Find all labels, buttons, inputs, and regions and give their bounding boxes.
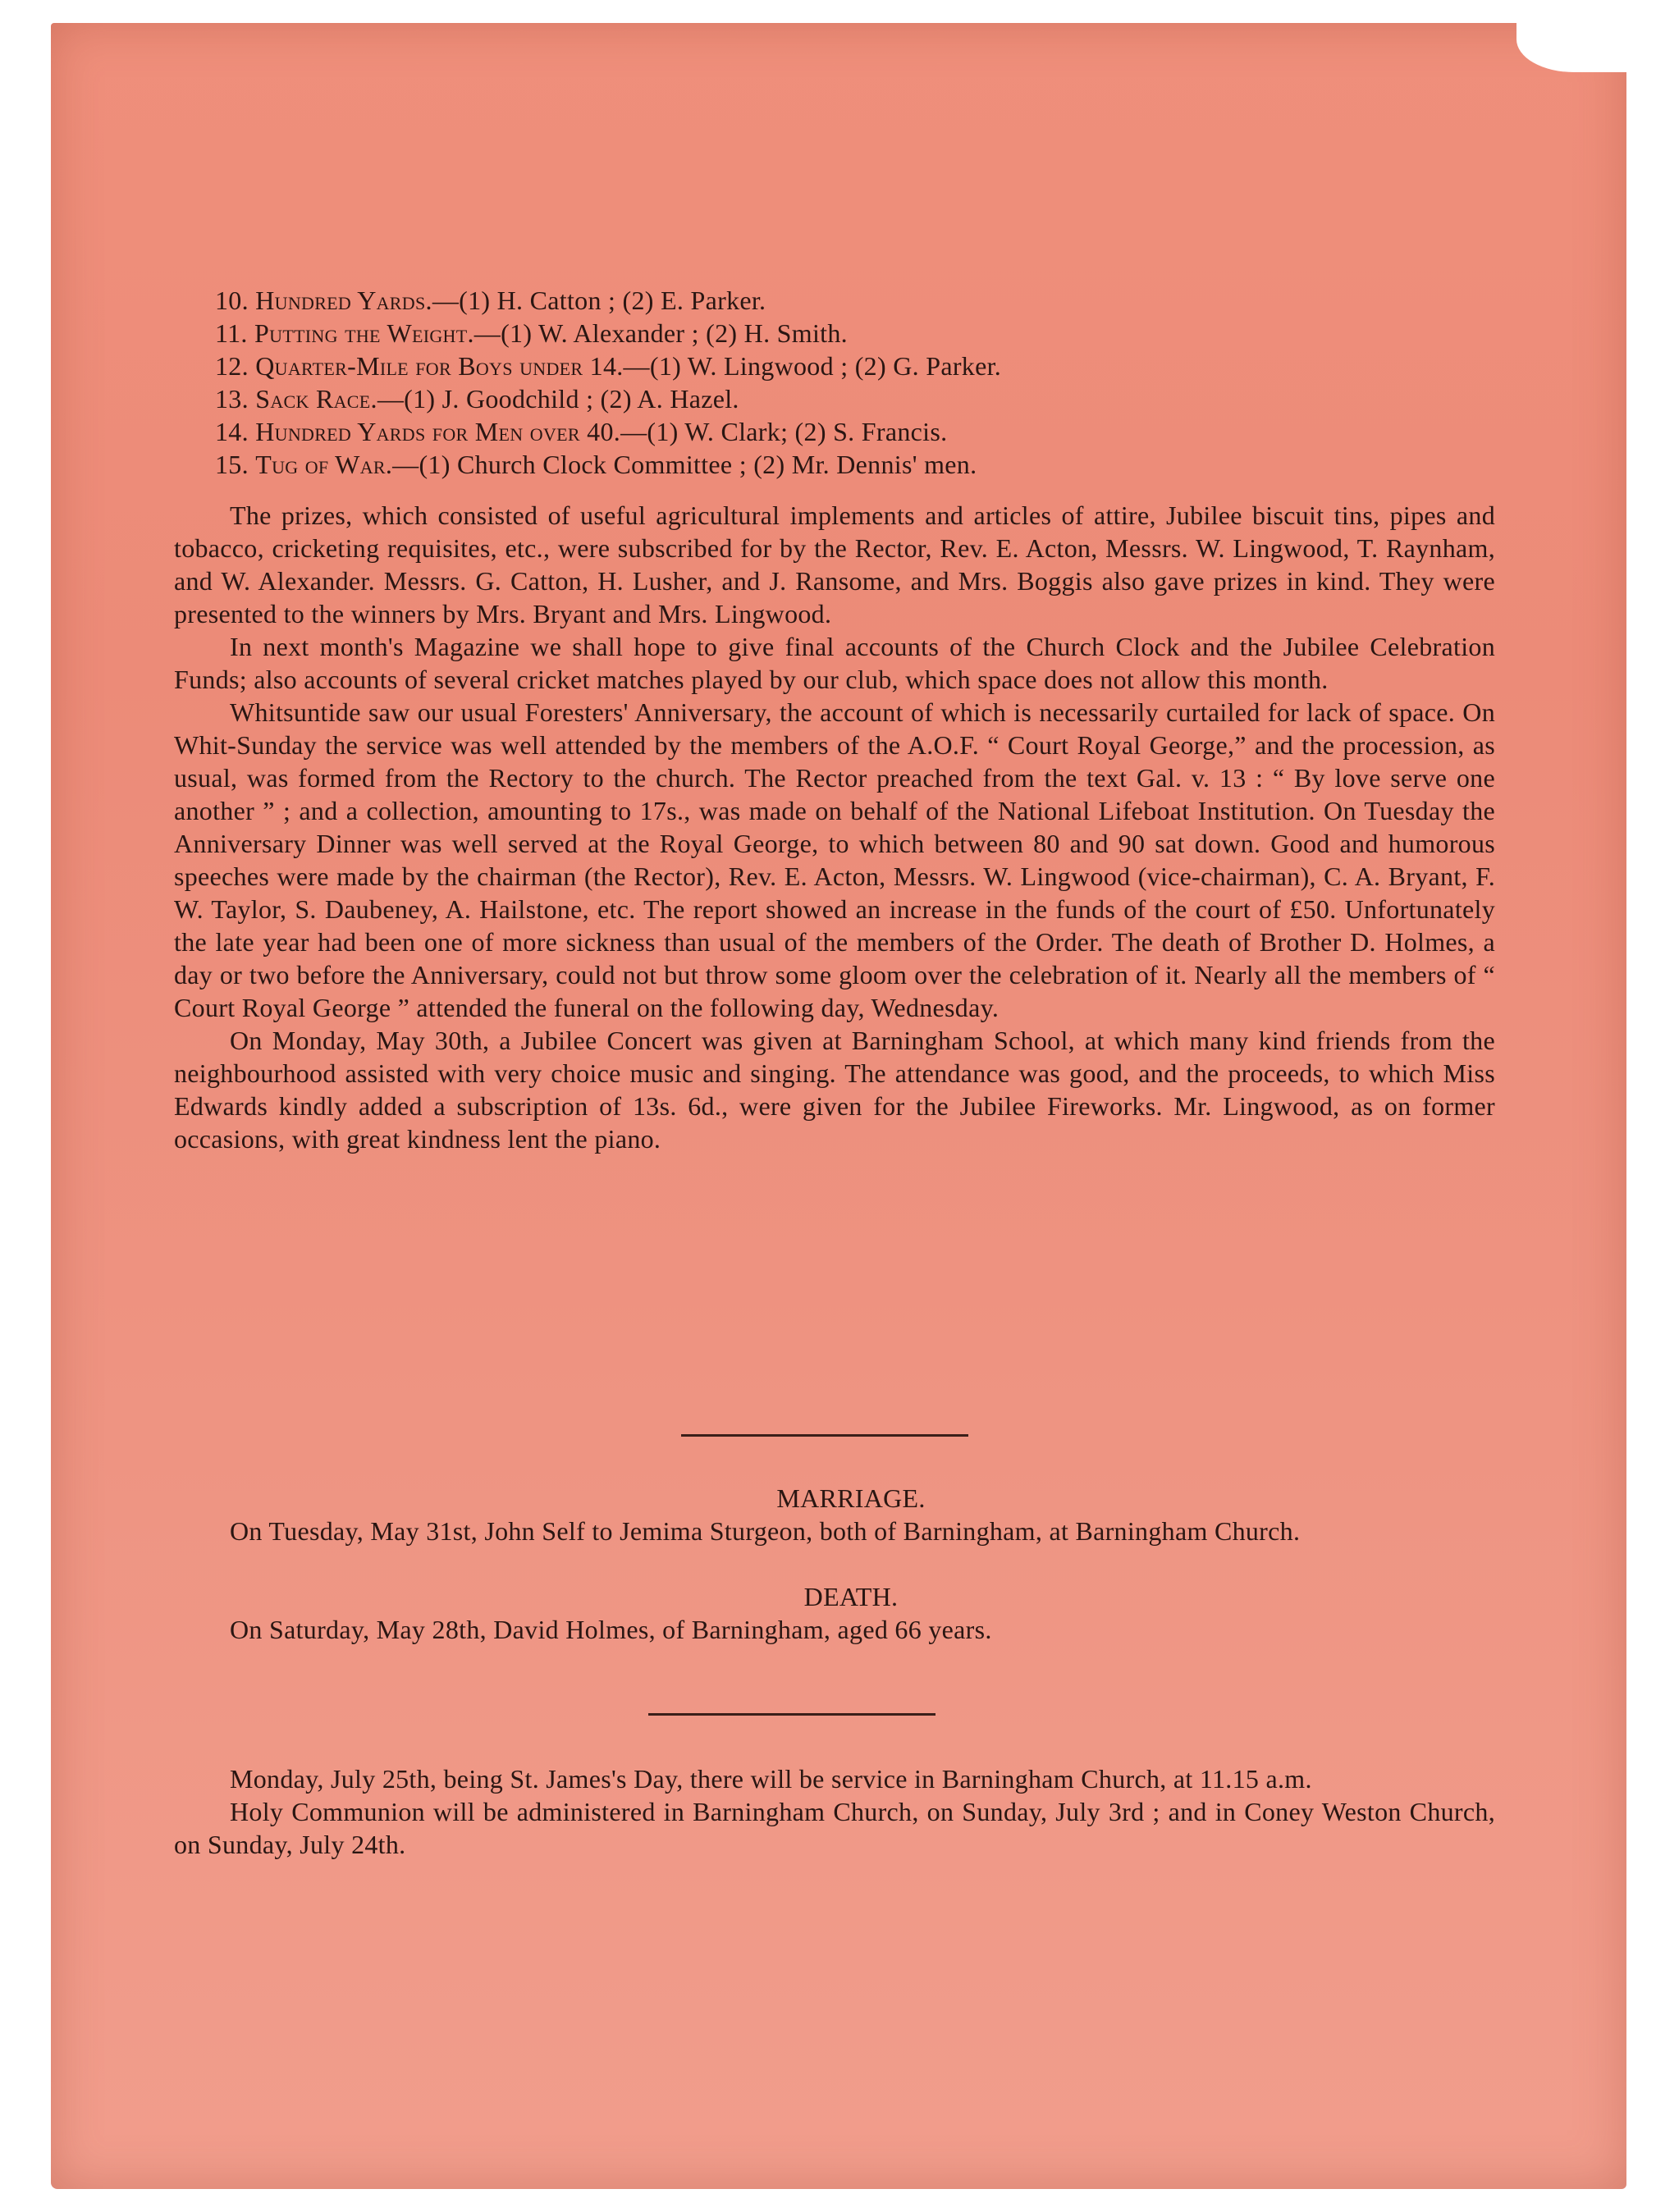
event-name: Sack Race. xyxy=(255,384,377,414)
page-paper xyxy=(51,23,1626,2189)
result-line xyxy=(215,448,1536,481)
communion-notice: Holy Communion will be administered in Barningham Church, on Sunday, July 3rd ; and in Coney Weston Church, on Sunday, July 24th. xyxy=(174,1797,1495,1859)
result-line xyxy=(215,415,1536,448)
result-line xyxy=(215,350,1536,382)
marriage-section xyxy=(174,1482,1495,1547)
event-name: Hundred Yards for Men over xyxy=(255,417,580,446)
result-number: 14. xyxy=(215,417,249,446)
result-number: 11. xyxy=(215,318,248,348)
death-section xyxy=(174,1580,1495,1646)
marriage-heading: MARRIAGE. xyxy=(776,1483,926,1513)
magazine-paragraph: In next month's Magazine we shall hope to give final accounts of the Church Clock and the Jubilee Celebration Funds; also accounts of several cricket matches played by our club, which space does not allow this month. xyxy=(174,632,1495,694)
concert-paragraph: On Monday, May 30th, a Jubilee Concert was given at Barningham School, at which many kind friends from the neighbourhood assisted with very choice music and singing. The attendance was good, and the proceeds, to which Miss Edwards kindly added a subscription of 13s. 6d., were given for the Jubilee Fireworks. Mr. Lingwood, as on former occasions, with great kindness lent the piano. xyxy=(174,1026,1495,1154)
church-notices xyxy=(174,1762,1495,1861)
section-divider xyxy=(648,1713,936,1716)
event-name: Hundred Yards. xyxy=(255,286,432,315)
event-result: —(1) W. Alexander ; (2) H. Smith. xyxy=(473,318,848,348)
event-result: 14.—(1) W. Lingwood ; (2) G. Parker. xyxy=(583,351,1002,381)
event-name: Putting the Weight. xyxy=(254,318,474,348)
result-number: 13. xyxy=(215,384,249,414)
foresters-paragraph: Whitsuntide saw our usual Foresters' Anniversary, the account of which is necessarily curtailed for lack of space. On Whit-Sunday the service was well attended by the members of the A.O.F. “ Court Royal George,” and the procession, as usual, was formed from the Rectory to the church. The Rector preached from the text Gal. v. 13 : “ By love serve one another ” ; and a collection, amounting to 17s., was made on behalf of the National Lifeboat Institution. On Tuesday the Anniversary Dinner was well served at the Royal George, to which between 80 and 90 sat down. Good and humorous speeches were made by the chairman (the Rector), Rev. E. Acton, Messrs. W. Lingwood (vice-chairman), C. A. Bryant, F. W. Taylor, S. Daubeney, A. Hailstone, etc. The report showed an increase in the funds of the court of £50. Unfortunately the late year had been one of more sickness than usual of the members of the Order. The death of Brother D. Holmes, a day or two before the Anniversary, could not but throw some gloom over the celebration of it. Nearly all the members of “ Court Royal George ” attended the funeral on the following day, Wednesday. xyxy=(174,697,1495,1022)
event-result: —(1) H. Catton ; (2) E. Parker. xyxy=(432,286,766,315)
event-name: Quarter-Mile for Boys under xyxy=(255,351,583,381)
death-notice: On Saturday, May 28th, David Holmes, of Barningham, aged 66 years. xyxy=(230,1615,992,1644)
result-line xyxy=(215,317,1536,350)
event-result: —(1) Church Clock Committee ; (2) Mr. Dennis' men. xyxy=(392,450,977,479)
result-number: 15. xyxy=(215,450,249,479)
prizes-paragraph: The prizes, which consisted of useful agricultural implements and articles of attire, Jubilee biscuit tins, pipes and tobacco, cricketing requisites, etc., were subscribed for by the Rector, Rev. E. Acton, Messrs. W. Lingwood, T. Raynham, and W. Alexander. Messrs. G. Catton, H. Lusher, and J. Ransome, and Mrs. Boggis also gave prizes in kind. They were presented to the winners by Mrs. Bryant and Mrs. Lingwood. xyxy=(174,500,1495,628)
event-result: —(1) J. Goodchild ; (2) A. Hazel. xyxy=(377,384,739,414)
sports-results-list xyxy=(215,284,1536,481)
event-result: 40.—(1) W. Clark; (2) S. Francis. xyxy=(579,417,948,446)
marriage-notice: On Tuesday, May 31st, John Self to Jemima Sturgeon, both of Barningham, at Barningham Church. xyxy=(230,1516,1301,1546)
section-divider xyxy=(681,1434,968,1437)
result-number: 10. xyxy=(215,286,249,315)
result-number: 12. xyxy=(215,351,249,381)
st-james-notice: Monday, July 25th, being St. James's Day, there will be service in Barningham Church, at 11.15 a.m. xyxy=(230,1764,1312,1794)
event-name: Tug of War. xyxy=(255,450,393,479)
death-heading: DEATH. xyxy=(803,1582,899,1611)
result-line xyxy=(215,284,1536,317)
news-body xyxy=(174,499,1495,1155)
result-line xyxy=(215,382,1536,415)
